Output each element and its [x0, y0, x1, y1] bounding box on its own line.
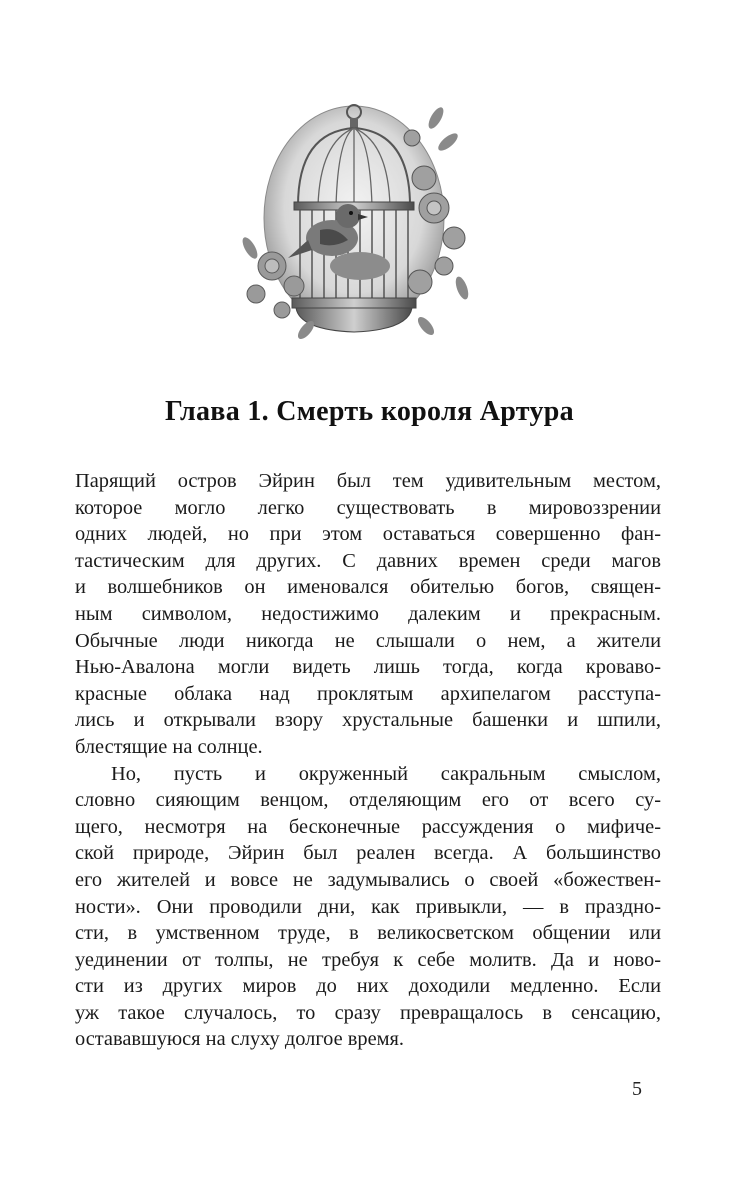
text-line: одних людей, но при этом оставаться совершенно фан-: [75, 523, 661, 546]
text-line: Парящий остров Эйрин был тем удивительным местом,: [75, 470, 661, 492]
text-line: уединении от толпы, не требуя к себе молитв. Да и ново-: [75, 948, 661, 971]
body-text: [75, 468, 661, 1053]
paragraph: [75, 468, 661, 761]
text-line: уж такое случалось, то сразу превращалось в сенсацию,: [75, 1001, 661, 1024]
text-line: лись и открывали взору хрустальные башенки и шпили,: [75, 709, 661, 732]
text-line: Но, пусть и окруженный сакральным смыслом,: [111, 762, 661, 785]
birdcage-with-flowers-icon: [236, 98, 474, 360]
text-line: Обычные люди никогда не слышали о нем, а жители: [75, 629, 661, 652]
text-line: словно сияющим венцом, отделяющим его от всего су-: [75, 789, 661, 812]
text-line: красные облака над проклятым архипелагом расступа-: [75, 682, 661, 705]
text-line: ным символом, недостижимо далеким и прекрасным.: [75, 602, 661, 625]
text-line: и волшебников он именовался обителью богов, священ-: [75, 576, 661, 599]
text-line: ности». Они проводили дни, как привыкли, — в праздно-: [75, 895, 661, 918]
text-line: которое могло легко существовать в мировоззрении: [75, 496, 661, 519]
birdcage-illustration: [236, 98, 474, 360]
text-line: сти из других миров до них доходили медленно. Если: [75, 975, 661, 998]
text-line: тастическим для других. С давних времен среди магов: [75, 549, 661, 572]
text-line: ской природе, Эйрин был реален всегда. А большинство: [75, 842, 661, 865]
page-number: 5: [632, 1078, 642, 1100]
text-line: остававшуюся на слуху долгое время.: [75, 1028, 405, 1051]
text-line: блестящие на солнце.: [75, 735, 263, 758]
chapter-title: Глава 1. Смерть короля Артура: [165, 396, 574, 427]
text-line: его жителей и вовсе не задумывались о своей «божествен-: [75, 868, 661, 891]
text-line: Нью-Авалона могли видеть лишь тогда, когда кроваво-: [75, 656, 661, 679]
text-line: сти, в умственном труде, в великосветском общении или: [75, 922, 661, 945]
text-line: щего, несмотря на бесконечные рассуждения о мифиче-: [75, 815, 661, 838]
paragraph: [75, 761, 661, 1054]
